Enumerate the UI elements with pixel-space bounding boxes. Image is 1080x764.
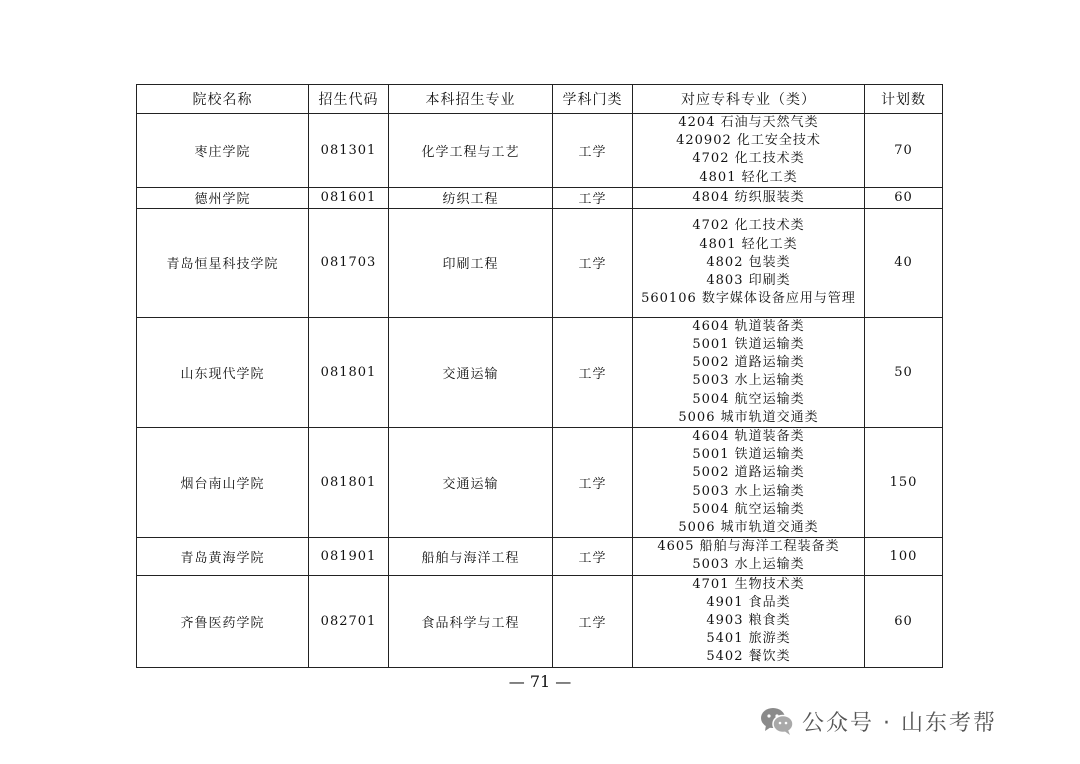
watermark [760, 703, 997, 739]
specialty-item: 5402 餐饮类 [706, 649, 791, 665]
major-name: 化学工程与工艺 [389, 114, 553, 188]
specialty-item: 5003 水上运输类 [692, 483, 805, 499]
table-row [137, 575, 943, 667]
specialty-item: 4803 印刷类 [706, 272, 791, 288]
enrollment-code: 081601 [309, 187, 389, 208]
enrollment-table [136, 84, 943, 668]
specialty-item: 4801 轻化工类 [699, 236, 798, 252]
specialty-item: 4605 船舶与海洋工程装备类 [657, 539, 840, 555]
enrollment-code: 081801 [309, 428, 389, 538]
major-name: 交通运输 [389, 317, 553, 427]
page-number: — 71 — [508, 672, 572, 691]
enrollment-code: 082701 [309, 575, 389, 667]
specialty-item: 420902 化工安全技术 [676, 133, 821, 149]
specialty-item: 4204 石油与天然气类 [678, 115, 819, 130]
discipline-category: 工学 [553, 538, 633, 575]
specialty-list [633, 538, 865, 575]
specialty-item: 5006 城市轨道交通类 [678, 520, 819, 536]
specialty-item: 5004 航空运输类 [692, 501, 805, 517]
specialty-list [633, 428, 865, 538]
header-code: 招生代码 [309, 85, 389, 114]
specialty-item: 5003 水上运输类 [692, 373, 805, 389]
plan-count: 60 [865, 575, 943, 667]
discipline-category: 工学 [553, 575, 633, 667]
specialty-item: 4903 粮食类 [706, 613, 791, 629]
plan-count: 150 [865, 428, 943, 538]
major-name: 印刷工程 [389, 208, 553, 317]
header-specialties: 对应专科专业（类） [633, 85, 865, 114]
plan-count: 40 [865, 208, 943, 317]
specialty-list [633, 114, 865, 188]
discipline-category: 工学 [553, 428, 633, 538]
discipline-category: 工学 [553, 317, 633, 427]
specialty-item: 4604 轨道装备类 [692, 429, 805, 445]
table-row [137, 114, 943, 188]
enrollment-code: 081801 [309, 317, 389, 427]
table-row [137, 428, 943, 538]
header-count: 计划数 [865, 85, 943, 114]
specialty-list [633, 317, 865, 427]
school-name: 烟台南山学院 [137, 428, 309, 538]
header-row [137, 85, 943, 114]
header-school: 院校名称 [137, 85, 309, 114]
school-name: 山东现代学院 [137, 317, 309, 427]
enrollment-code: 081703 [309, 208, 389, 317]
specialty-item: 5401 旅游类 [706, 631, 791, 647]
specialty-list [633, 208, 865, 317]
specialty-item: 5002 道路运输类 [692, 355, 805, 371]
specialty-list [633, 575, 865, 667]
table-row [137, 538, 943, 575]
school-name: 枣庄学院 [137, 114, 309, 188]
specialty-item: 4701 生物技术类 [692, 576, 805, 592]
table-row [137, 187, 943, 208]
specialty-item: 4702 化工技术类 [692, 218, 805, 234]
major-name: 食品科学与工程 [389, 575, 553, 667]
specialty-item: 5001 铁道运输类 [692, 447, 805, 463]
school-name: 青岛黄海学院 [137, 538, 309, 575]
specialty-item: 5006 城市轨道交通类 [678, 409, 819, 425]
header-major: 本科招生专业 [389, 85, 553, 114]
header-category: 学科门类 [553, 85, 633, 114]
enrollment-code: 081301 [309, 114, 389, 188]
major-name: 交通运输 [389, 428, 553, 538]
plan-count: 60 [865, 187, 943, 208]
watermark-text: 公众号 · 山东考帮 [802, 710, 997, 736]
specialty-item: 4604 轨道装备类 [692, 318, 805, 334]
discipline-category: 工学 [553, 208, 633, 317]
specialty-item: 4901 食品类 [706, 594, 791, 610]
table-row [137, 317, 943, 427]
discipline-category: 工学 [553, 114, 633, 188]
specialty-item: 5002 道路运输类 [692, 465, 805, 481]
specialty-item: 560106 数字媒体设备应用与管理 [641, 291, 856, 307]
plan-count: 100 [865, 538, 943, 575]
school-name: 齐鲁医药学院 [137, 575, 309, 667]
specialty-item: 4802 包装类 [706, 254, 791, 270]
specialty-item: 4702 化工技术类 [692, 151, 805, 167]
specialty-item: 5004 航空运输类 [692, 391, 805, 407]
specialty-item: 5003 水上运输类 [692, 557, 805, 573]
wechat-icon [760, 706, 794, 736]
plan-count: 50 [865, 317, 943, 427]
major-name: 船舶与海洋工程 [389, 538, 553, 575]
school-name: 青岛恒星科技学院 [137, 208, 309, 317]
specialty-item: 4801 轻化工类 [699, 169, 798, 185]
school-name: 德州学院 [137, 187, 309, 208]
table-row [137, 208, 943, 317]
specialty-item: 4804 纺织服装类 [692, 189, 805, 205]
discipline-category: 工学 [553, 187, 633, 208]
specialty-item: 5001 铁道运输类 [692, 337, 805, 353]
enrollment-code: 081901 [309, 538, 389, 575]
major-name: 纺织工程 [389, 187, 553, 208]
plan-count: 70 [865, 114, 943, 188]
specialty-list [633, 187, 865, 208]
